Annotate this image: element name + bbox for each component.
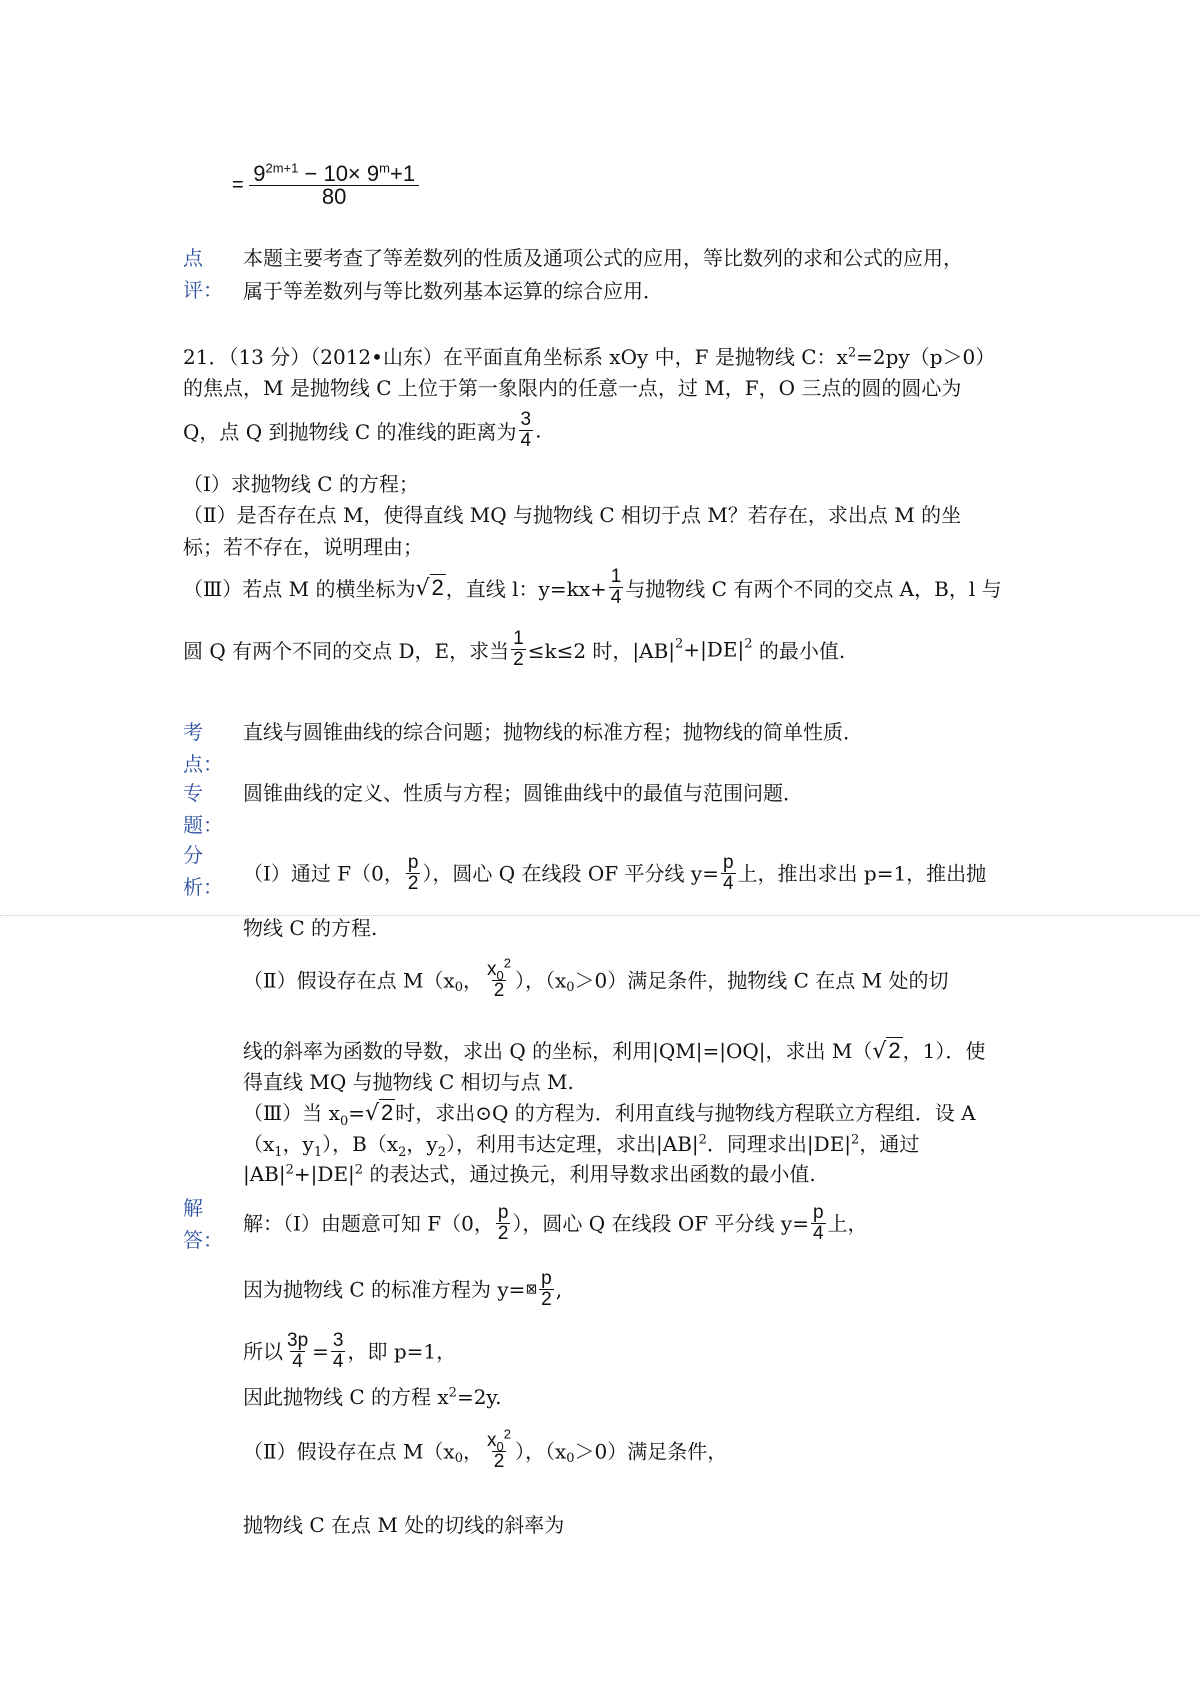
fenxi-p2-end: 得直线 MQ 与抛物线 C 相切与点 M. <box>243 1070 574 1094</box>
fenxi-p2: （Ⅱ）假设存在点 $M(x_0$， $\frac{x_0^2}{2}$ ），$(x_0>0)$满足条件，抛物线 C 在点 M 处的切 <box>243 955 949 1001</box>
fenxi-p3: （Ⅲ）当 $x_0=√2$ 时，求出⊙Q 的方程为．利用直线与抛物线方程联立方程组．设 A <box>243 1100 976 1129</box>
jieda-s1: 解：（Ⅰ）由题意可知 F（0， $\frac{p}{2}$ ），圆心 Q 在线段 OF 平分线 y= $\frac{p}{4}$ 上， <box>243 1202 868 1244</box>
problem-line-2: 的焦点，M 是抛物线 C 上位于第一象限内的任意一点，过 M，F，O 三点的圆的圆心为 <box>183 376 962 400</box>
fenxi-p3-end: $|AB|^2+|DE|^2$ 的表达式，通过换元，利用导数求出函数的最小值. <box>243 1162 816 1186</box>
comment-label: 点 评： <box>183 246 223 302</box>
formula-fraction: $\frac{9^{2m+1} - 10\times 9^m+1}{80}$ <box>251 163 417 208</box>
problem-part-2b: 标；若不存在，说明理由； <box>183 535 423 559</box>
fraction-1-2: $\frac{1}{2}$ <box>513 628 524 670</box>
missing-glyph-icon: ⊠ <box>525 1281 538 1298</box>
jieda-s2: 因为抛物线 C 的标准方程为 y=⊠ $\frac{p}{2}$ , <box>243 1268 563 1310</box>
problem-line-1: 21．（13 分）（2012•山东）在平面直角坐标系 xOy 中，F 是抛物线 C：$x^2=2py(p>0)$ <box>183 345 996 369</box>
problem-part-3b: 圆 Q 有两个不同的交点 D，E，求当 $\frac{1}{2}$ ≤k≤2 时，$|AB|^2+|DE|^2$ 的最小值. <box>183 628 846 670</box>
problem-part-2a: （Ⅱ）是否存在点 M，使得直线 MQ 与抛物线 C 相切于点 M？若存在，求出点 M 的坐 <box>183 503 962 527</box>
fenxi-p1: （Ⅰ）通过 F（0， $\frac{p}{2}$ ），圆心 Q 在线段 OF 平分线 y= $\frac{p}{4}$ 上，推出求出 p=1，推出抛 <box>243 852 987 894</box>
jieda-s3: 所以 $\frac{3p}{4}$ = $\frac{3}{4}$ ，即 p=1， <box>243 1330 457 1372</box>
fenxi-label: 分 析： <box>183 843 223 899</box>
fenxi-p2-cont: 线的斜率为函数的导数，求出 Q 的坐标，利用|QM|=|OQ|，求出 M（√2 ，1）．使 <box>243 1038 986 1064</box>
fraction-3-4: $\frac{3}{4}$ <box>520 409 532 451</box>
jieda-s6: 抛物线 C 在点 M 处的切线的斜率为 <box>243 1513 565 1537</box>
comment-line-2: 属于等差数列与等比数列基本运算的综合应用． <box>243 279 663 303</box>
fenxi-p1-cont: 物线 C 的方程. <box>243 916 378 940</box>
problem-part-1: （Ⅰ）求抛物线 C 的方程； <box>183 472 419 496</box>
kaodian-text: 直线与圆锥曲线的综合问题；抛物线的标准方程；抛物线的简单性质． <box>243 720 863 744</box>
zhuanti-text: 圆锥曲线的定义、性质与方程；圆锥曲线中的最值与范围问题． <box>243 781 803 805</box>
problem-line-3: Q，点 Q 到抛物线 C 的准线的距离为 $\frac{3}{4}$ . <box>183 409 542 451</box>
problem-part-3a: （Ⅲ）若点 M 的横坐标为√2 ，直线 l：y=kx+ $\frac{1}{4}$ 与抛物线 C 有两个不同的交点 A，B，l 与 <box>183 566 1002 608</box>
zhuanti-label: 专 题： <box>183 781 223 837</box>
top-formula <box>232 160 419 209</box>
fenxi-p3-cont: （$x_1$，$y_1$），$B(x_2$，$y_2$），利用韦达定理，求出$|AB|^2$．同理求出$|DE|^2$，通过 <box>243 1132 920 1160</box>
jieda-s5: （Ⅱ）假设存在点 $M(x_0$， $\frac{x_0^2}{2}$ ），$(x_0>0)$满足条件， <box>243 1426 728 1472</box>
jieda-label: 解 答： <box>183 1196 223 1252</box>
kaodian-label: 考 点： <box>183 720 223 776</box>
fraction-1-4: $\frac{1}{4}$ <box>610 566 622 608</box>
comment-line-1: 本题主要考查了等差数列的性质及通项公式的应用，等比数列的求和公式的应用， <box>243 246 963 270</box>
page-divider <box>0 915 1200 916</box>
formula-equals: = <box>232 174 244 196</box>
sqrt-2: √2 <box>415 574 444 601</box>
jieda-s4: 因此抛物线 C 的方程 $x^2=2y$. <box>243 1385 502 1409</box>
